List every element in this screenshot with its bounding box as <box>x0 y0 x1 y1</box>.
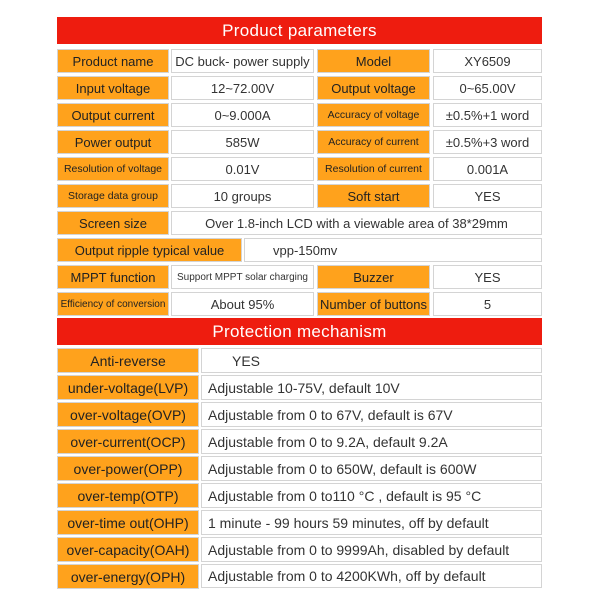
protection-label-anti-reverse: Anti-reverse <box>57 348 199 373</box>
mppt-label: MPPT function <box>57 265 169 289</box>
accuracy-current-label: Accuracy of current <box>317 130 430 154</box>
product-name-label: Product name <box>57 49 169 73</box>
spec-sheet <box>57 17 542 588</box>
output-current-value: 0~9.000A <box>171 103 314 127</box>
input-voltage-label: Input voltage <box>57 76 169 100</box>
protection-value-ohp: 1 minute - 99 hours 59 minutes, off by default <box>201 510 542 535</box>
resolution-voltage-label: Resolution of voltage <box>57 157 169 181</box>
soft-start-label: Soft start <box>317 184 430 208</box>
output-voltage-label: Output voltage <box>317 76 430 100</box>
ripple-value: vpp-150mv <box>244 238 542 262</box>
efficiency-value: About 95% <box>171 292 314 316</box>
ripple-label: Output ripple typical value <box>57 238 242 262</box>
resolution-current-label: Resolution of current <box>317 157 430 181</box>
product-name-value: DC buck- power supply <box>171 49 314 73</box>
buttons-value: 5 <box>433 292 542 316</box>
protection-value-oah: Adjustable from 0 to 9999Ah, disabled by default <box>201 537 542 562</box>
screen-size-value: Over 1.8-inch LCD with a viewable area of 38*29mm <box>171 211 542 235</box>
mppt-value: Support MPPT solar charging <box>171 265 314 289</box>
power-output-label: Power output <box>57 130 169 154</box>
protection-label-otp: over-temp(OTP) <box>57 483 199 508</box>
protection-label-oah: over-capacity(OAH) <box>57 537 199 562</box>
protection-value-ocp: Adjustable from 0 to 9.2A, default 9.2A <box>201 429 542 454</box>
power-output-value: 585W <box>171 130 314 154</box>
output-voltage-value: 0~65.00V <box>433 76 542 100</box>
storage-label: Storage data group <box>57 184 169 208</box>
resolution-voltage-value: 0.01V <box>171 157 314 181</box>
storage-value: 10 groups <box>171 184 314 208</box>
model-label: Model <box>317 49 430 73</box>
screen-size-label: Screen size <box>57 211 169 235</box>
protection-value-oph: Adjustable from 0 to 4200KWh, off by default <box>201 564 542 588</box>
protection-label-opp: over-power(OPP) <box>57 456 199 481</box>
accuracy-voltage-label: Accuracy of voltage <box>317 103 430 127</box>
protection-label-lvp: under-voltage(LVP) <box>57 375 199 400</box>
accuracy-current-value: ±0.5%+3 word <box>433 130 542 154</box>
model-value: XY6509 <box>433 49 542 73</box>
accuracy-voltage-value: ±0.5%+1 word <box>433 103 542 127</box>
protection-mechanism-banner <box>57 318 542 345</box>
protection-value-lvp: Adjustable 10-75V, default 10V <box>201 375 542 400</box>
product-parameters-banner <box>57 17 542 44</box>
resolution-current-value: 0.001A <box>433 157 542 181</box>
input-voltage-value: 12~72.00V <box>171 76 314 100</box>
buzzer-value: YES <box>433 265 542 289</box>
soft-start-value: YES <box>433 184 542 208</box>
output-current-label: Output current <box>57 103 169 127</box>
protection-value-anti-reverse: YES <box>201 348 542 373</box>
buzzer-label: Buzzer <box>317 265 430 289</box>
protection-label-ohp: over-time out(OHP) <box>57 510 199 535</box>
protection-value-ovp: Adjustable from 0 to 67V, default is 67V <box>201 402 542 427</box>
protection-label-ocp: over-current(OCP) <box>57 429 199 454</box>
efficiency-label: Efficiency of conversion <box>57 292 169 316</box>
protection-label-ovp: over-voltage(OVP) <box>57 402 199 427</box>
protection-value-opp: Adjustable from 0 to 650W, default is 600W <box>201 456 542 481</box>
buttons-label: Number of buttons <box>317 292 430 316</box>
protection-value-otp: Adjustable from 0 to110 °C , default is 95 °C <box>201 483 542 508</box>
product-parameters-title: Product parameters <box>222 20 377 40</box>
protection-mechanism-title: Protection mechanism <box>212 321 387 341</box>
protection-label-oph: over-energy(OPH) <box>57 564 199 589</box>
